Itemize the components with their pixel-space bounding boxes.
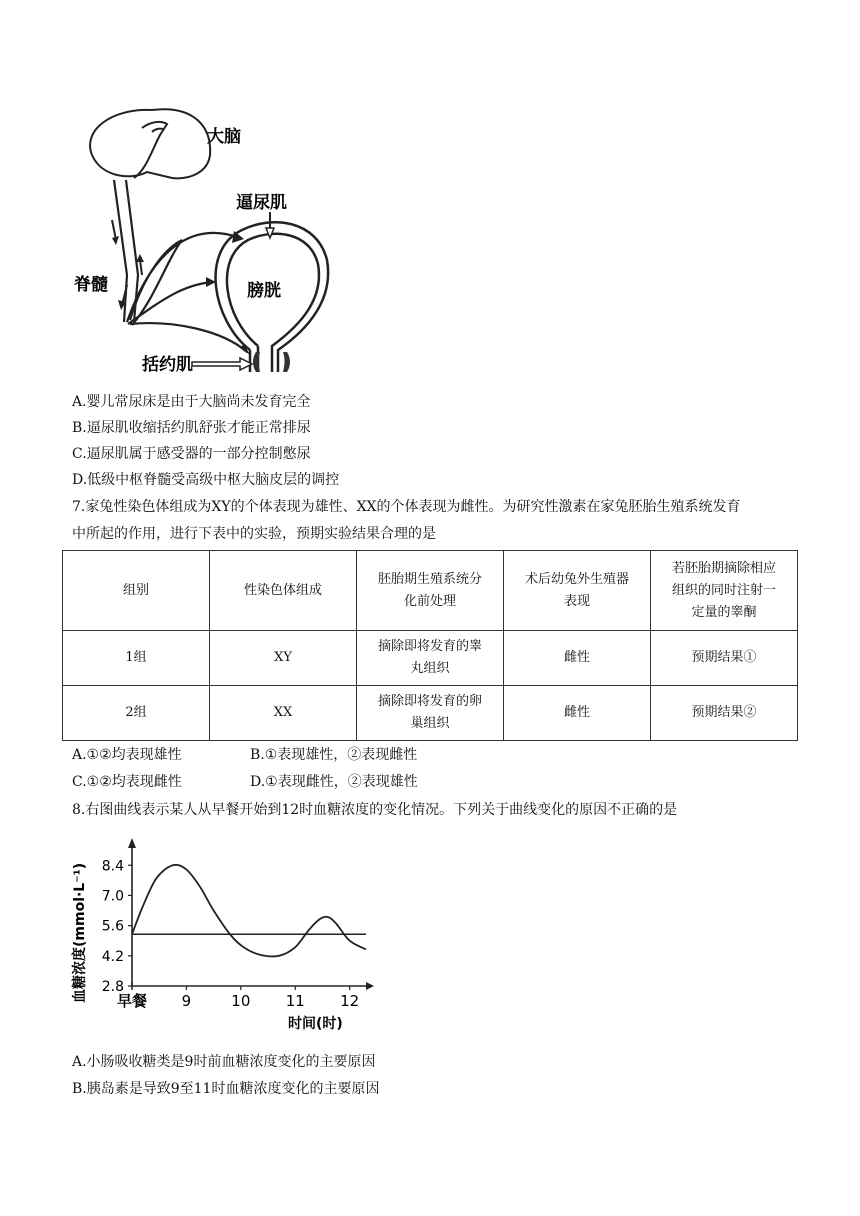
q7-option-b: B.①表现雄性，②表现雌性	[250, 747, 418, 763]
x-tick-label: 9	[181, 992, 192, 1010]
q6-option-a: A.婴儿常尿床是由于大脑尚未发育完全	[72, 394, 311, 410]
q7-stem-line1: 7.家兔性染色体组成为XY的个体表现为雄性、XX的个体表现为雌性。为研究性激素在家兔胚胎生殖系统发育	[72, 499, 741, 515]
y-tick-label: 8.4	[101, 858, 124, 875]
x-tick-label: 10	[231, 992, 251, 1010]
brain-outline	[90, 109, 210, 178]
table-row	[63, 686, 798, 741]
header-cell: 若胚胎期摘除相应 组织的同时注射一 定量的睾酮	[651, 551, 798, 631]
y-tick-label: 7.0	[101, 888, 124, 905]
q8-stem: 8.右图曲线表示某人从早餐开始到12时血糖浓度的变化情况。下列关于曲线变化的原因不正确的是	[72, 802, 678, 818]
x-axis-arrow	[366, 982, 374, 990]
label-brain: 大脑	[207, 127, 241, 147]
table-cell: 雌性	[504, 686, 651, 741]
table-cell: XX	[210, 686, 357, 741]
header-cell: 性染色体组成	[210, 551, 357, 631]
table-cell: 预期结果①	[651, 631, 798, 686]
y-tick-label: 4.2	[101, 948, 124, 965]
q8-option-b: B.胰岛素是导致9至11时血糖浓度变化的主要原因	[72, 1081, 380, 1097]
header-cell: 组别	[63, 551, 210, 631]
q7-option-c: C.①②均表现雌性	[72, 774, 182, 790]
table-cell: 2组	[63, 686, 210, 741]
header-cell: 术后幼兔外生殖器 表现	[504, 551, 651, 631]
table-cell: 雌性	[504, 631, 651, 686]
q6-option-d: D.低级中枢脊髓受高级中枢大脑皮层的调控	[72, 472, 340, 488]
table-cell: 摘除即将发育的睾 丸组织	[357, 631, 504, 686]
table-cell: 1组	[63, 631, 210, 686]
glucose-curve	[132, 865, 366, 957]
y-axis-arrow	[128, 838, 136, 848]
header-cell: 胚胎期生殖系统分 化前处理	[357, 551, 504, 631]
table-cell: 摘除即将发育的卵 巢组织	[357, 686, 504, 741]
q7-stem-line2: 中所起的作用，进行下表中的实验，预期实验结果合理的是	[72, 526, 436, 542]
q6-option-b: B.逼尿肌收缩括约肌舒张才能正常排尿	[72, 420, 311, 436]
x-tick-label: 早餐	[116, 992, 148, 1010]
q7-option-d: D.①表现雌性，②表现雄性	[250, 774, 418, 790]
reflex-diagram	[72, 100, 332, 380]
label-bladder: 膀胱	[247, 281, 281, 301]
label-detrusor: 逼尿肌	[236, 193, 287, 213]
x-tick-label: 11	[285, 992, 305, 1010]
experiment-table	[62, 550, 798, 741]
table-header-row	[63, 551, 798, 631]
glucose-chart	[66, 838, 376, 1038]
label-spine: 脊髓	[74, 275, 108, 295]
table-cell: XY	[210, 631, 357, 686]
q7-option-a: A.①②均表现雄性	[72, 747, 182, 763]
x-tick-label: 12	[340, 992, 360, 1010]
y-tick-label: 5.6	[101, 918, 124, 935]
y-axis-label: 血糖浓度(mmol·L⁻¹)	[72, 862, 88, 1003]
q8-option-a: A.小肠吸收糖类是9时前血糖浓度变化的主要原因	[72, 1054, 376, 1070]
table-cell: 预期结果②	[651, 686, 798, 741]
table-row	[63, 631, 798, 686]
x-axis-label: 时间(时)	[288, 1016, 343, 1032]
q6-option-c: C.逼尿肌属于感受器的一部分控制憋尿	[72, 446, 311, 462]
label-sphincter: 括约肌	[142, 355, 193, 375]
y-tick-label: 2.8	[101, 979, 124, 995]
